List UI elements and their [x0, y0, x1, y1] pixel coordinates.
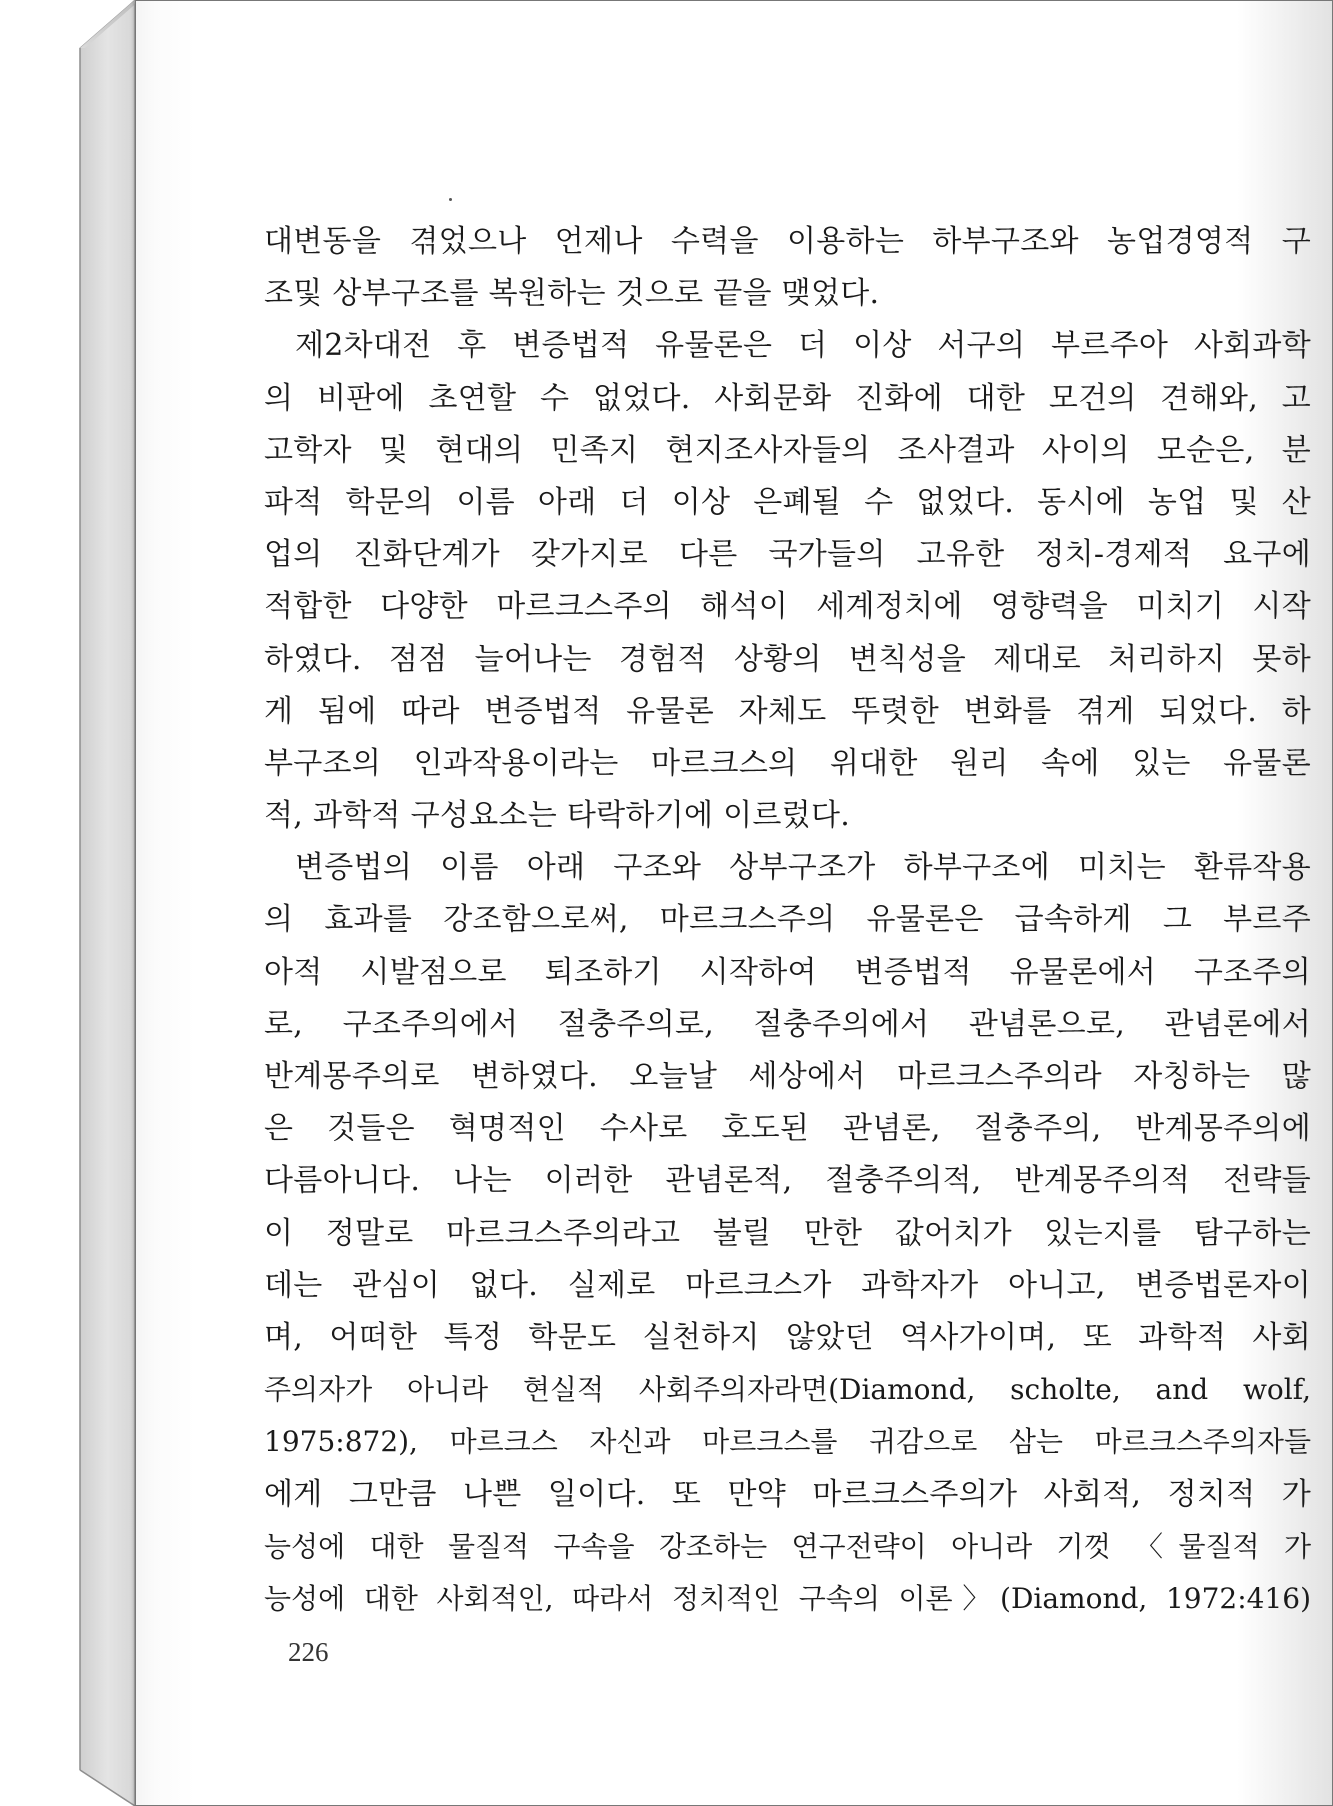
- book-side-face: [80, 0, 135, 1806]
- text-line: 의 효과를 강조함으로써, 마르크스주의 유물론은 급속하게 그 부르주: [264, 902, 1311, 938]
- text-line: 변증법의 이름 아래 구조와 상부구조가 하부구조에 미치는 환류작용: [295, 850, 1311, 886]
- text-line: 의 비판에 초연할 수 없었다. 사회문화 진화에 대한 모건의 견해와, 고: [264, 380, 1311, 416]
- text-line: 로, 구조주의에서 절충주의로, 절충주의에서 관념론으로, 관념론에서: [264, 1006, 1311, 1042]
- page-number: 226: [288, 1637, 329, 1667]
- text-line: 하였다. 점점 늘어나는 경험적 상황의 변칙성을 제대로 처리하지 못하: [264, 641, 1311, 677]
- text-line: 이 정말로 마르크스주의라고 불릴 만한 값어치가 있는지를 탐구하는: [264, 1215, 1311, 1251]
- text-line: 업의 진화단계가 갖가지로 다른 국가들의 고유한 정치-경제적 요구에: [264, 537, 1311, 573]
- text-line: 다름아니다. 나는 이러한 관념론적, 절충주의적, 반계몽주의적 전략들: [264, 1163, 1311, 1199]
- text-line: 적, 과학적 구성요소는 타락하기에 이르렀다.: [264, 798, 851, 834]
- body-text: [264, 216, 1311, 1625]
- text-line: 1975:872), 마르크스 자신과 마르크스를 귀감으로 삼는 마르크스주의자들: [264, 1425, 1311, 1459]
- text-line: 에게 그만큼 나쁜 일이다. 또 만약 마르크스주의가 사회적, 정치적 가: [264, 1476, 1311, 1512]
- text-line: 게 됨에 따라 변증법적 유물론 자체도 뚜렷한 변화를 겪게 되었다. 하: [264, 693, 1311, 729]
- text-line: 대변동을 겪었으나 언제나 수력을 이용하는 하부구조와 농업경영적 구: [264, 224, 1311, 259]
- text-line: 부구조의 인과작용이라는 마르크스의 위대한 원리 속에 있는 유물론: [264, 745, 1311, 781]
- text-line: 며, 어떠한 특정 학문도 실천하지 않았던 역사가이며, 또 과학적 사회: [264, 1319, 1311, 1355]
- text-line: 데는 관심이 없다. 실제로 마르크스가 과학자가 아니고, 변증법론자이: [264, 1267, 1311, 1303]
- text-line: 반계몽주의로 변하였다. 오늘날 세상에서 마르크스주의라 자칭하는 많: [264, 1059, 1311, 1094]
- text-line: 주의자가 아니라 현실적 사회주의자라면(Diamond, scholte, and wolf,: [264, 1373, 1311, 1407]
- text-line: 적합한 다양한 마르크스주의 해석이 세계정치에 영향력을 미치기 시작: [264, 589, 1311, 625]
- text-line: 은 것들은 혁명적인 수사로 호도된 관념론, 절충주의, 반계몽주의에: [264, 1111, 1311, 1147]
- text-line: 파적 학문의 이름 아래 더 이상 은폐될 수 없었다. 동시에 농업 및 산: [264, 484, 1311, 520]
- text-line: 고학자 및 현대의 민족지 현지조사자들의 조사결과 사이의 모순은, 분: [264, 432, 1311, 468]
- text-line: 능성에 대한 사회적인, 따라서 정치적인 구속의 이론〉(Diamond, 1972:416): [264, 1581, 1311, 1615]
- text-line: 아적 시발점으로 퇴조하기 시작하여 변증법적 유물론에서 구조주의: [264, 954, 1311, 990]
- text-line: 제2차대전 후 변증법적 유물론은 더 이상 서구의 부르주아 사회과학: [295, 328, 1311, 364]
- text-line: 조및 상부구조를 복원하는 것으로 끝을 맺었다.: [264, 276, 880, 312]
- text-line: 능성에 대한 물질적 구속을 강조하는 연구전략이 아니라 기껏 〈물질적 가: [264, 1529, 1311, 1563]
